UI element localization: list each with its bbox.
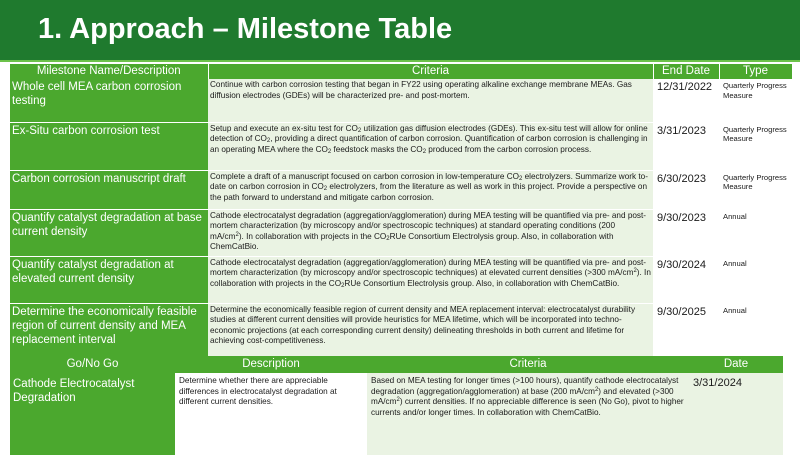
milestone-criteria: Complete a draft of a manuscript focused on carbon corrosion in low-temperature $CO_2$ electrolyzers. Summarize work to-date on carbon corrosion in $CO_2$ electrolyzers, from the literature as well as work in this project. Provide a perspective on the path forward to understand and mitigate carbon corrosion. [208, 170, 653, 209]
table-row [10, 170, 792, 209]
table-row [10, 79, 792, 122]
milestone-header-row [10, 64, 792, 79]
title-underline [0, 60, 800, 62]
milestone-end-date: 9/30/2023 [653, 209, 719, 256]
milestone-table [10, 64, 793, 366]
milestone-end-date: 9/30/2024 [653, 256, 719, 303]
go-no-go-date: 3/31/2024 [689, 373, 783, 455]
milestone-name: Quantify catalyst degradation at elevated current density [10, 256, 208, 303]
milestone-type: Quarterly Progress Measure [719, 170, 792, 209]
milestone-criteria: Continue with carbon corrosion testing that began in FY22 using operating alkaline exchange membrane MEAs. Gas diffusion electrodes (GDEs) will be characterized pre- and post-mortem. [208, 79, 653, 122]
header-criteria: Criteria [367, 356, 689, 373]
go-no-go-criteria: Based on MEA testing for longer times (>100 hours), quantify cathode electrocatalyst degradation (aggregation/agglomeration) at base (200 $mA/cm^2$) and elevated (>300 $mA/cm^2$) current densities. If no appreciable difference is seen (No Go), pivot to higher currents and/or longer times. In collaboration with ChemCatBio. [367, 373, 689, 455]
milestone-type: Quarterly Progress Measure [719, 122, 792, 170]
title-banner [0, 0, 800, 60]
milestone-criteria: Cathode electrocatalyst degradation (aggregation/agglomeration) during MEA testing will be quantified via pre- and post-mortem characterization (by microscopy and/or spectroscopic techniques) at standard operating conditions (200 $mA/cm^2$). In collaboration with projects in the $CO_2RUe$ Consortium Electrolysis group. Also, in collaboration with ChemCatBio. [208, 209, 653, 256]
milestone-name: Carbon corrosion manuscript draft [10, 170, 208, 209]
milestone-criteria: Setup and execute an ex-situ test for $CO_2$ utilization gas diffusion electrodes (GDEs). This ex-situ test will allow for online detection of $CO_2$, providing a direct quantification of carbon corrosion. Quantification of carbon corrosion is challenging in an operating MEA where the $CO_2$ feedstock masks the $CO_2$ produced from the carbon corrosion process. [208, 122, 653, 170]
milestone-end-date: 3/31/2023 [653, 122, 719, 170]
go-no-go-name: Cathode Electrocatalyst Degradation [10, 373, 175, 455]
milestone-end-date: 9/30/2025 [653, 303, 719, 365]
header-type: Type [719, 64, 792, 79]
milestone-criteria: Cathode electrocatalyst degradation (aggregation/agglomeration) during MEA testing will be quantified via pre- and post-mortem characterization (by microscopy and/or spectroscopic techniques) at elevated current densities (>300 $mA/cm^2$). In collaboration with projects in the $CO_2RUe$ Consortium Electrolysis group. Also, in collaboration with ChemCatBio. [208, 256, 653, 303]
table-row [10, 209, 792, 256]
header-criteria: Criteria [208, 64, 653, 79]
milestone-end-date: 12/31/2022 [653, 79, 719, 122]
milestone-criteria: Determine the economically feasible region of current density and MEA replacement interval: electrocatalyst durability studies at different current densities will provide heuristics for MEA lifetime, which will be incorporated into techno-economic projections (at each corresponding current density) delineating thresholds in both current and lifetime for achieving cost-competitiveness. [208, 303, 653, 365]
header-end-date: End Date [653, 64, 719, 79]
header-description: Description [175, 356, 367, 373]
milestone-type: Annual [719, 209, 792, 256]
table-row [10, 373, 783, 455]
header-date: Date [689, 356, 783, 373]
table-row [10, 256, 792, 303]
milestone-type: Quarterly Progress Measure [719, 79, 792, 122]
slide-title: 1. Approach – Milestone Table [38, 13, 453, 45]
header-go-no-go: Go/No Go [10, 356, 175, 373]
table-row [10, 122, 792, 170]
milestone-name: Determine the economically feasible region of current density and MEA replacement interval [10, 303, 208, 365]
milestone-type: Annual [719, 303, 792, 365]
milestone-type: Annual [719, 256, 792, 303]
milestone-end-date: 6/30/2023 [653, 170, 719, 209]
milestone-name: Ex-Situ carbon corrosion test [10, 122, 208, 170]
header-milestone-name: Milestone Name/Description [10, 64, 208, 79]
go-no-go-header-row [10, 356, 783, 373]
milestone-name: Whole cell MEA carbon corrosion testing [10, 79, 208, 122]
go-no-go-description: Determine whether there are appreciable differences in electrocatalyst degradation at different current densities. [175, 373, 367, 455]
go-no-go-table [10, 356, 783, 455]
milestone-name: Quantify catalyst degradation at base current density [10, 209, 208, 256]
